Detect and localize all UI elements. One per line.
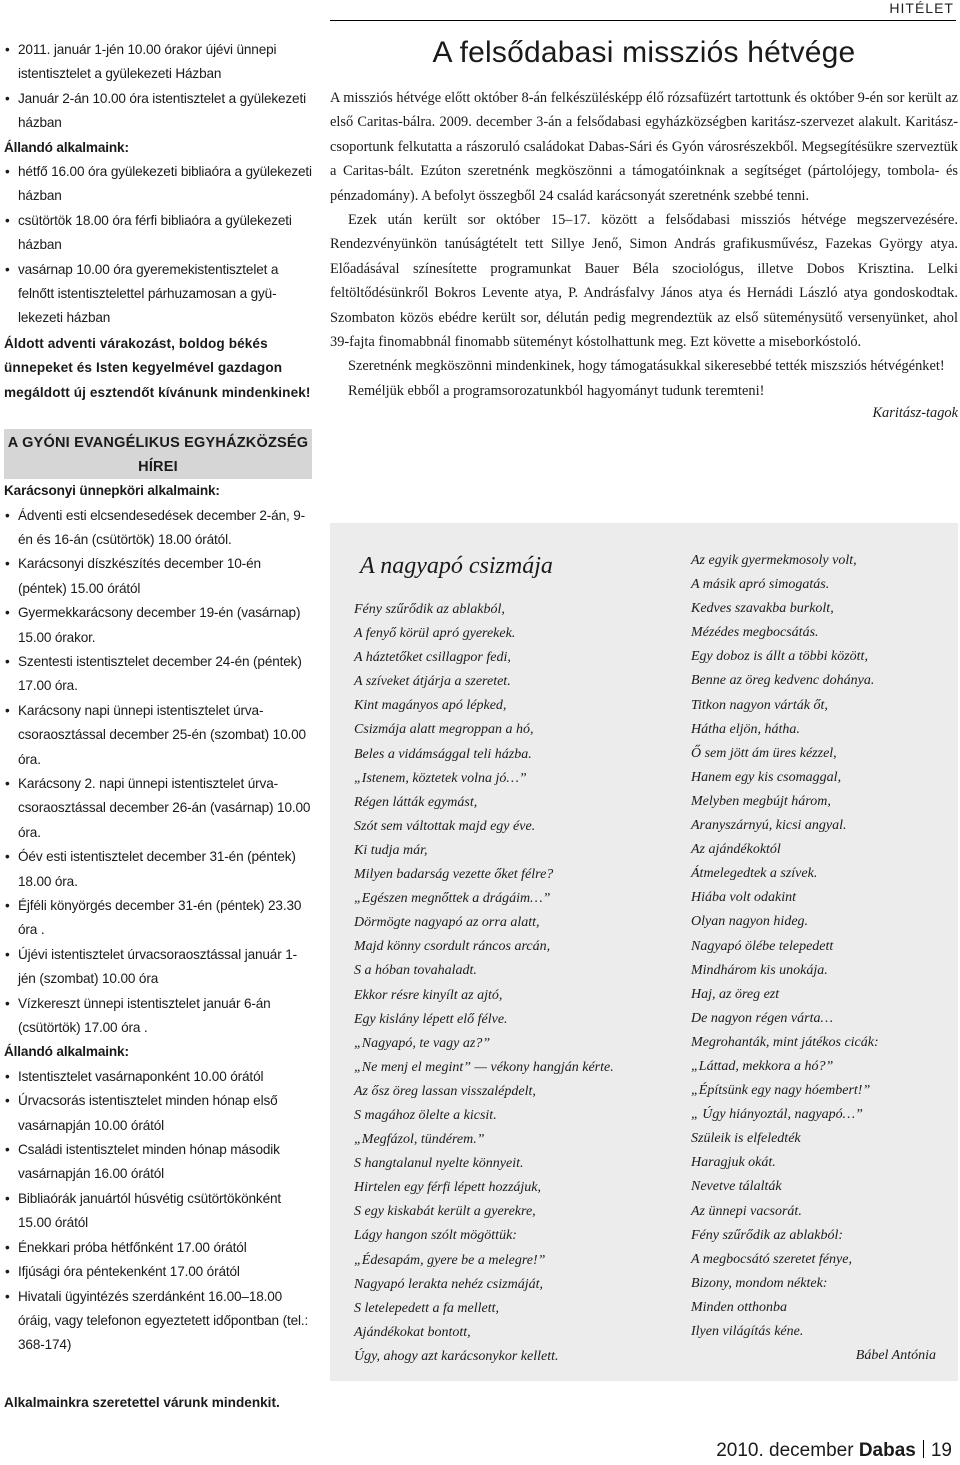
article	[330, 30, 958, 422]
list-item: • Istentisztelet vasárnaponként 10.00 órától	[4, 1065, 312, 1089]
poem-title: A nagyapó csizmája	[360, 553, 553, 579]
poem-line: Fény szűrődik az ablakból,	[354, 602, 505, 617]
poem-line: Fény szűrődik az ablakból:	[691, 1227, 844, 1243]
footer-divider	[923, 1440, 924, 1458]
list-item: • vasárnap 10.00 óra gyeremekistentisztelet a felnőtt istentisztelettel párhuzamosan a gyülekezeti házban	[4, 258, 312, 331]
list-item: • Karácsony napi ünnepi istentisztelet úrvacsoraosztással december 25-én (szombat) 10.00 óra.	[4, 699, 312, 772]
page-footer	[716, 1440, 952, 1462]
list-item: • Énekkari próba hétfőnként 17.00 órától	[4, 1236, 312, 1260]
poem-line: Ilyen világítás kéne.	[691, 1324, 804, 1339]
poem-line: A fenyő körül apró gyerekek.	[354, 626, 516, 642]
issue-date: 2010. december	[716, 1440, 854, 1461]
poem-line: „Édesapám, gyere be a melegre!”	[354, 1252, 546, 1268]
poem-line: Hátha eljön, hátha.	[691, 721, 800, 737]
poem-right-column	[691, 549, 936, 1368]
poem-line: Ajándékokat bontott,	[354, 1324, 471, 1340]
poem-line: Az egyik gyermekmosoly volt,	[691, 553, 857, 568]
list-item: • Karácsonyi díszkészítés december 10-én (péntek) 15.00 órától	[4, 552, 312, 601]
poem-line: Egy doboz is állt a többi között,	[691, 649, 868, 665]
list-item: • Úrvacsorás istentisztelet minden hónap első vasárnapján 10.00 órától	[4, 1089, 312, 1138]
poem-line: Az ajándékoktól	[691, 842, 781, 858]
poem-line: Minden otthonba	[691, 1299, 788, 1315]
poem-line: „Építsünk egy nagy hóembert!”	[691, 1083, 871, 1099]
poem-line: Nagyapó lerakta nehéz csizmáját,	[354, 1276, 543, 1292]
poem-line: A megbocsátó szeretet fénye,	[691, 1251, 852, 1267]
list-item: • Vízkereszt ünnepi istentisztelet január 6-án (csütörtök) 17.00 óra .	[4, 992, 312, 1041]
poem-line: S hangtalanul nyelte könnyeit.	[354, 1156, 524, 1172]
header-rule	[330, 20, 956, 21]
list-item: • Ádventi esti elcsendesedések december 2-án, 9-én és 16-án (csütörtök) 18.00 órától.	[4, 504, 312, 553]
poem-line: Olyan nagyon hideg.	[691, 914, 809, 930]
poem-line: Régen látták egymást,	[354, 794, 478, 810]
poem-box	[330, 523, 958, 1381]
poem-line: Szót sem váltottak majd egy éve.	[354, 818, 536, 834]
poem-line: Hirtelen egy férfi lépett hozzájuk,	[354, 1180, 542, 1196]
list-item: • csütörtök 18.00 óra férfi bibliaóra a gyülekezeti házban	[4, 209, 312, 258]
poem-line: Egy kislány lépett elő félve.	[354, 1011, 508, 1027]
article-paragraph: A missziós hétvége előtt október 8-án felkészülésképp élő rózsafüzért tartottunk és október 9-én sor került az első Caritas-bálra. 2009. december 3-án a felsődabasi egyházközségben karitász-szervezet alakult. Karitász-csoportunk felkutatta a rászoruló családokat Dabas-Sári és Gyón városrészekből. Megsegítésükre szerveztük a Caritas-bált. Ezúton szeretnénk megköszönni a támogatóinknak a segítséget (pártolójegy, tombola- és pénzadomány). A befolyt összegből 24 család karácsonyát szeretnénk szebbé tenni.	[330, 90, 958, 204]
allando2-heading: Állandó alkalmaink:	[4, 1044, 129, 1060]
poem-line: A másik apró simogatás.	[691, 577, 830, 593]
poem-line: „Istenem, köztetek volna jó…”	[354, 770, 527, 786]
poem-line: Ő sem jött ám üres kézzel,	[691, 745, 837, 761]
poem-line: Milyen badarság vezette őket félre?	[354, 867, 554, 883]
list-item: • Óév esti istentisztelet december 31-én (péntek) 18.00 óra.	[4, 845, 312, 894]
allando-heading: Állandó alkalmaink:	[4, 139, 129, 155]
poem-line: Hanem egy kis csomaggal,	[691, 769, 842, 785]
poem-line: Titkon nagyon várták őt,	[691, 697, 828, 713]
blessing-text: Áldott adventi várakozást, boldog békés ünnepeket és Isten kegyelmével gazdagon megáldott új esztendőt kívánunk mindenkinek!	[4, 335, 311, 400]
poem-line: Ekkor résre kinyílt az ajtó,	[354, 987, 503, 1003]
poem-line: Lágy hangon szólt mögöttük:	[354, 1228, 517, 1244]
poem-line: „Ne menj el megint” — vékony hangján kérte.	[354, 1059, 614, 1075]
poem-line: S magához ölelte a kicsit.	[354, 1107, 497, 1123]
poem-line: „Megfázol, tündérem.”	[354, 1132, 485, 1148]
list-item: • Karácsony 2. napi ünnepi istentisztelet úrvacsoraosztással december 26-án (vasárnap) 10.00 óra.	[4, 772, 312, 845]
poem-line: Mézédes megbocsátás.	[691, 625, 819, 641]
poem-line: S egy kiskabát került a gyerekre,	[354, 1204, 536, 1220]
poem-line: Haragjuk okát.	[691, 1155, 776, 1171]
list-item: • Hivatali ügyintézés szerdánként 16.00–18.00 óráig, vagy telefonon egyeztetett időpontban (tel.: 368-174)	[4, 1285, 312, 1358]
list-item: • Éjféli könyörgés december 31-én (péntek) 23.30 óra .	[4, 894, 312, 943]
poem-line: Kint magányos apó lépked,	[354, 698, 507, 714]
poem-left-column	[354, 598, 614, 1369]
page-number: 19	[930, 1440, 952, 1461]
poem-line: Az ünnepi vacsorát.	[691, 1203, 802, 1219]
poem-line: Melyben megbújt három,	[691, 793, 831, 809]
poem-line: „Nagyapó, te vagy az?”	[354, 1035, 491, 1051]
list-item: • Bibliaórák januártól húsvétig csütörtökönként 15.00 órától	[4, 1187, 312, 1236]
list-item: • Gyermekkarácsony december 19-én (vasárnap) 15.00 órakor.	[4, 601, 312, 650]
poem-line: Szüleik is elfeledték	[691, 1131, 801, 1147]
poem-line: Az ősz öreg lassan visszalépdelt,	[354, 1083, 536, 1099]
poem-line: Beles a vidámsággal teli házba.	[354, 746, 532, 762]
list-item: • Újévi istentisztelet úrvacsoraosztással január 1-jén (szombat) 10.00 óra	[4, 943, 312, 992]
poem-line: Kedves szavakba burkolt,	[691, 601, 834, 617]
poem-line: Megrohanták, mint játékos cicák:	[691, 1034, 879, 1050]
poem-line: Benne az öreg kedvenc dohánya.	[691, 673, 875, 689]
poem-line: Bizony, mondom néktek:	[691, 1275, 828, 1291]
allando2-list	[4, 1065, 312, 1358]
poem-line: Dörmögte nagyapó az orra alatt,	[354, 915, 540, 931]
closing-line: Alkalmainkra szeretettel várunk mindenkit.	[4, 1395, 280, 1410]
poem-line: Nagyapó ölébe telepedett	[691, 938, 834, 954]
left-column	[4, 38, 312, 1358]
poem-line: Aranyszárnyú, kicsi angyal.	[691, 818, 847, 834]
article-signature: Karitász-tagok	[872, 405, 958, 422]
section-rubric: HITÉLET	[889, 0, 954, 16]
article-paragraph: Reméljük ebből a programsorozatunkból hagyományt tudunk teremteni!	[348, 382, 765, 399]
karacsonyi-list	[4, 504, 312, 1041]
poem-line: Nevetve tálalták	[691, 1179, 782, 1195]
article-title: A felsődabasi missziós hétvége	[432, 36, 856, 69]
poem-line: Hiába volt odakint	[691, 890, 796, 906]
list-item: • Január 2-án 10.00 óra istentisztelet a gyülekezeti házban	[4, 87, 312, 136]
poem-line: Majd könny csordult ráncos arcán,	[354, 939, 551, 955]
poem-line: De nagyon régen várta…	[691, 1010, 833, 1026]
poem-line: Csizmája alatt megroppan a hó,	[354, 722, 534, 738]
list-item: • Szentesti istentisztelet december 24-én (péntek) 17.00 óra.	[4, 650, 312, 699]
list-item: • hétfő 16.00 óra gyülekezeti bibliaóra a gyülekezeti házban	[4, 160, 312, 209]
gyoni-heading: A GYÓNI EVANGÉLIKUS EGYHÁZKÖZSÉG HÍREI	[4, 429, 312, 479]
article-paragraph: Szeretnénk megköszönni mindenkinek, hogy támogatásukkal sikeresebbé tették miszsziós hétvégénket!	[348, 358, 945, 375]
poem-author: Bábel Antónia	[855, 1348, 936, 1364]
brand-name: Dabas	[858, 1440, 916, 1461]
list-item: • Családi istentisztelet minden hónap második vasárnapján 16.00 órától	[4, 1138, 312, 1187]
list-item: • Ifjúsági óra péntekenként 17.00 órától	[4, 1260, 312, 1284]
poem-line: „Egészen megnőttek a drágáim…”	[354, 891, 551, 907]
poem-line: A háztetőket csillagpor fedi,	[354, 650, 511, 666]
intro-list	[4, 38, 312, 136]
article-body	[330, 86, 958, 403]
poem-line: Átmelegedtek a szívek.	[691, 866, 818, 882]
poem-line: Úgy, ahogy azt karácsonykor kellett.	[354, 1348, 559, 1364]
article-paragraph: Ezek után került sor október 15–17. között a felsődabasi missziós hétvége megszervezésére. Rendezvényünkön tanúságtételt tett Sillye Jenő, Simon András grafikusművész, Fazekas György atya. Előadásával színesítette programunkat Bauer Béla szociológus, illetve Dobos Krisztina. Lelki feltöltődésünkről Bokros Levente atya, P. Andrásfalvy János atya és Hernádi László atya gondoskodtak. Szombaton közös ebédre került sor, délután pedig megrendeztük az első süteménysütő versenyünket, ahol 39-fajta finomabbnál finomabb süteményt kóstolhattunk meg. Ezt követte a miseborkóstoló.	[330, 212, 958, 351]
poem-line: A szíveket átjárja a szeretet.	[354, 674, 511, 690]
poem-line: Mindhárom kis unokája.	[691, 962, 828, 978]
poem-line: „Láttad, mekkora a hó?”	[691, 1058, 834, 1074]
poem-line: S a hóban tovahaladt.	[354, 963, 477, 979]
list-item: • 2011. január 1-jén 10.00 órakor újévi ünnepi istentisztelet a gyülekezeti Házban	[4, 38, 312, 87]
poem-line: Haj, az öreg ezt	[691, 986, 780, 1002]
allando-list	[4, 160, 312, 331]
poem-line: „ Úgy hiányoztál, nagyapó…”	[691, 1107, 863, 1123]
poem-line: S letelepedett a fa mellett,	[354, 1300, 500, 1316]
karacsonyi-heading: Karácsonyi ünnepköri alkalmaink:	[4, 483, 220, 499]
poem-line: Ki tudja már,	[354, 842, 428, 858]
